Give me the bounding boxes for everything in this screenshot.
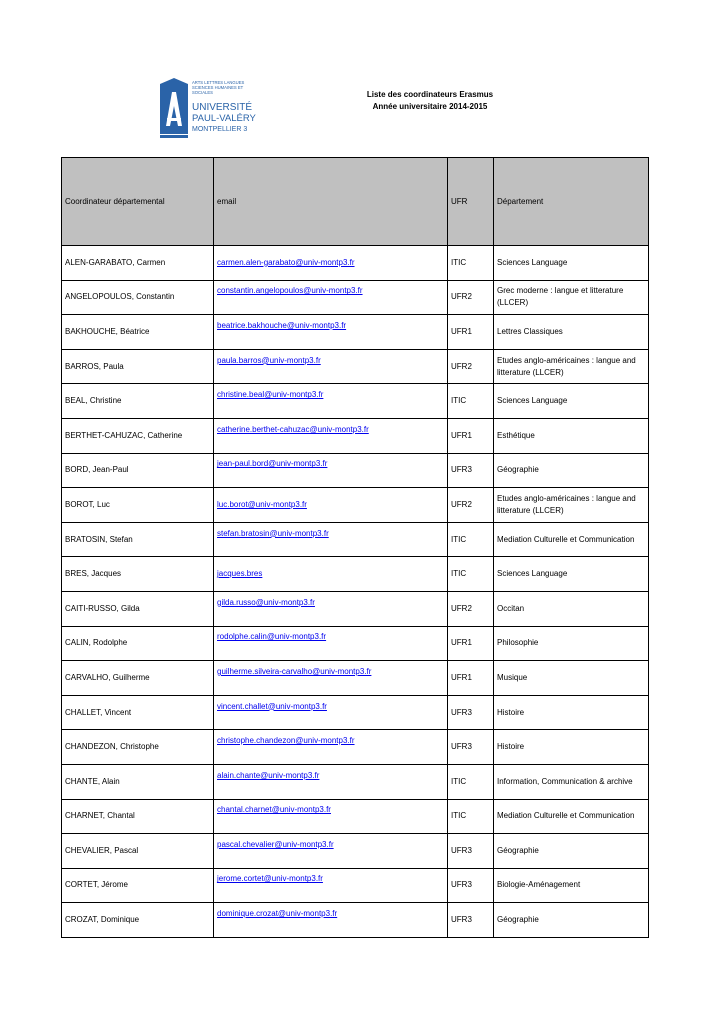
email-cell bbox=[214, 557, 448, 592]
department-cell: Sciences Language bbox=[494, 557, 649, 592]
coordinator-name-cell: BEAL, Christine bbox=[62, 384, 214, 419]
email-link[interactable]: jean-paul.bord@univ-montp3.fr bbox=[217, 459, 328, 469]
table-row bbox=[62, 522, 649, 557]
ufr-cell: UFR3 bbox=[448, 730, 494, 765]
department-cell: Mediation Culturelle et Communication bbox=[494, 522, 649, 557]
coordinator-name-cell: BERTHET-CAHUZAC, Catherine bbox=[62, 418, 214, 453]
table-row bbox=[62, 591, 649, 626]
department-cell: Information, Communication & archive bbox=[494, 764, 649, 799]
department-cell: Etudes anglo-américaines : langue and litterature (LLCER) bbox=[494, 349, 649, 384]
column-header-department: Département bbox=[494, 158, 649, 246]
department-cell: Géographie bbox=[494, 834, 649, 869]
table-row bbox=[62, 384, 649, 419]
table-row bbox=[62, 695, 649, 730]
table-row bbox=[62, 799, 649, 834]
email-cell bbox=[214, 591, 448, 626]
email-link[interactable]: stefan.bratosin@univ-montp3.fr bbox=[217, 528, 329, 538]
logo-name-line-2: PAUL-VALÉRY bbox=[192, 113, 256, 124]
coordinator-name-cell: CALIN, Rodolphe bbox=[62, 626, 214, 661]
department-cell: Histoire bbox=[494, 730, 649, 765]
email-link[interactable]: rodolphe.calin@univ-montp3.fr bbox=[217, 632, 327, 642]
table-row bbox=[62, 246, 649, 281]
logo-small-line-2: SCIENCES HUMAINES ET bbox=[192, 85, 244, 90]
coordinator-name-cell: BRATOSIN, Stefan bbox=[62, 522, 214, 557]
email-cell bbox=[214, 626, 448, 661]
table-row bbox=[62, 903, 649, 938]
coordinator-name-cell: CHANDEZON, Christophe bbox=[62, 730, 214, 765]
department-cell: Grec moderne : langue et litterature (LLCER) bbox=[494, 280, 649, 315]
title-line-1: Liste des coordinateurs Erasmus bbox=[366, 90, 494, 99]
document-title bbox=[345, 89, 515, 113]
email-cell bbox=[214, 315, 448, 350]
table-header-row bbox=[62, 158, 649, 246]
title-line-2: Année universitaire 2014-2015 bbox=[372, 102, 488, 111]
department-cell: Musique bbox=[494, 661, 649, 696]
table-row bbox=[62, 315, 649, 350]
email-link[interactable]: chantal.charnet@univ-montp3.fr bbox=[217, 805, 331, 815]
email-link[interactable]: gilda.russo@univ-montp3.fr bbox=[217, 597, 315, 607]
department-cell: Esthétique bbox=[494, 418, 649, 453]
ufr-cell: ITIC bbox=[448, 764, 494, 799]
email-cell bbox=[214, 384, 448, 419]
logo-name-line-1: UNIVERSITÉ bbox=[192, 102, 253, 113]
email-cell bbox=[214, 349, 448, 384]
column-header-coordinator: Coordinateur départemental bbox=[62, 158, 214, 246]
coordinator-name-cell: BORD, Jean-Paul bbox=[62, 453, 214, 488]
department-cell: Géographie bbox=[494, 903, 649, 938]
email-cell bbox=[214, 903, 448, 938]
department-cell: Philosophie bbox=[494, 626, 649, 661]
ufr-cell: UFR2 bbox=[448, 349, 494, 384]
email-cell bbox=[214, 695, 448, 730]
table-row bbox=[62, 349, 649, 384]
email-link[interactable]: dominique.crozat@univ-montp3.fr bbox=[217, 909, 338, 919]
ufr-cell: UFR3 bbox=[448, 695, 494, 730]
email-link[interactable]: paula.barros@univ-montp3.fr bbox=[217, 355, 321, 365]
ufr-cell: ITIC bbox=[448, 522, 494, 557]
email-cell bbox=[214, 522, 448, 557]
table-row bbox=[62, 280, 649, 315]
column-header-ufr: UFR bbox=[448, 158, 494, 246]
email-link[interactable]: christophe.chandezon@univ-montp3.fr bbox=[217, 736, 355, 746]
table-row bbox=[62, 834, 649, 869]
department-cell: Histoire bbox=[494, 695, 649, 730]
department-cell: Occitan bbox=[494, 591, 649, 626]
department-cell: Sciences Language bbox=[494, 246, 649, 281]
email-link[interactable]: alain.chante@univ-montp3.fr bbox=[217, 770, 320, 780]
logo-name-line-3: MONTPELLIER 3 bbox=[192, 126, 248, 133]
ufr-cell: UFR1 bbox=[448, 418, 494, 453]
ufr-cell: UFR2 bbox=[448, 488, 494, 523]
ufr-cell: ITIC bbox=[448, 384, 494, 419]
department-cell: Mediation Culturelle et Communication bbox=[494, 799, 649, 834]
coordinator-name-cell: CORTET, Jérome bbox=[62, 868, 214, 903]
email-link[interactable]: luc.borot@univ-montp3.fr bbox=[217, 499, 307, 509]
coordinator-name-cell: BOROT, Luc bbox=[62, 488, 214, 523]
email-cell bbox=[214, 834, 448, 869]
email-cell bbox=[214, 799, 448, 834]
ufr-cell: ITIC bbox=[448, 799, 494, 834]
coordinator-name-cell: CHALLET, Vincent bbox=[62, 695, 214, 730]
coordinator-name-cell: ALEN-GARABATO, Carmen bbox=[62, 246, 214, 281]
email-link[interactable]: christine.beal@univ-montp3.fr bbox=[217, 390, 324, 400]
table-row bbox=[62, 557, 649, 592]
ufr-cell: UFR2 bbox=[448, 591, 494, 626]
ufr-cell: UFR1 bbox=[448, 626, 494, 661]
email-cell bbox=[214, 280, 448, 315]
email-cell bbox=[214, 730, 448, 765]
email-cell bbox=[214, 246, 448, 281]
email-cell bbox=[214, 661, 448, 696]
coordinator-name-cell: CAITI-RUSSO, Gilda bbox=[62, 591, 214, 626]
table-row bbox=[62, 488, 649, 523]
email-link[interactable]: pascal.chevalier@univ-montp3.fr bbox=[217, 839, 334, 849]
coordinator-name-cell: CROZAT, Dominique bbox=[62, 903, 214, 938]
coordinator-name-cell: BARROS, Paula bbox=[62, 349, 214, 384]
ufr-cell: UFR3 bbox=[448, 868, 494, 903]
coordinators-table bbox=[61, 157, 649, 938]
department-cell: Biologie-Aménagement bbox=[494, 868, 649, 903]
coordinator-name-cell: BAKHOUCHE, Béatrice bbox=[62, 315, 214, 350]
ufr-cell: UFR1 bbox=[448, 315, 494, 350]
table-row bbox=[62, 868, 649, 903]
email-link[interactable]: vincent.challet@univ-montp3.fr bbox=[217, 701, 327, 711]
ufr-cell: UFR3 bbox=[448, 453, 494, 488]
email-link[interactable]: constantin.angelopoulos@univ-montp3.fr bbox=[217, 286, 363, 296]
table-row bbox=[62, 764, 649, 799]
logo-graphic bbox=[158, 78, 256, 140]
email-cell bbox=[214, 453, 448, 488]
table-row bbox=[62, 661, 649, 696]
email-cell bbox=[214, 868, 448, 903]
coordinator-name-cell: CHEVALIER, Pascal bbox=[62, 834, 214, 869]
coordinator-name-cell: CHANTE, Alain bbox=[62, 764, 214, 799]
coordinator-name-cell: CHARNET, Chantal bbox=[62, 799, 214, 834]
logo-small-line-3: SOCIALES bbox=[192, 90, 213, 95]
column-header-email: email bbox=[214, 158, 448, 246]
email-cell bbox=[214, 764, 448, 799]
department-cell: Géographie bbox=[494, 453, 649, 488]
table-row bbox=[62, 626, 649, 661]
table-row bbox=[62, 453, 649, 488]
email-link[interactable]: guilherme.silveira-carvalho@univ-montp3.fr bbox=[217, 666, 372, 676]
ufr-cell: ITIC bbox=[448, 557, 494, 592]
email-cell bbox=[214, 418, 448, 453]
ufr-cell: ITIC bbox=[448, 246, 494, 281]
email-link[interactable]: jacques.bres bbox=[217, 569, 263, 579]
department-cell: Lettres Classiques bbox=[494, 315, 649, 350]
ufr-cell: UFR3 bbox=[448, 903, 494, 938]
coordinator-name-cell: ANGELOPOULOS, Constantin bbox=[62, 280, 214, 315]
department-cell: Sciences Language bbox=[494, 384, 649, 419]
logo-small-line-1: ARTS LETTRES LANGUES bbox=[192, 80, 245, 85]
email-link[interactable]: catherine.berthet-cahuzac@univ-montp3.fr bbox=[217, 424, 369, 434]
table-row bbox=[62, 418, 649, 453]
ufr-cell: UFR1 bbox=[448, 661, 494, 696]
email-link[interactable]: jerome.cortet@univ-montp3.fr bbox=[217, 874, 323, 884]
email-cell bbox=[214, 488, 448, 523]
email-link[interactable]: beatrice.bakhouche@univ-montp3.fr bbox=[217, 320, 347, 330]
department-cell: Etudes anglo-américaines : langue and litterature (LLCER) bbox=[494, 488, 649, 523]
table-row bbox=[62, 730, 649, 765]
university-logo bbox=[158, 78, 256, 140]
ufr-cell: UFR3 bbox=[448, 834, 494, 869]
coordinator-name-cell: CARVALHO, Guilherme bbox=[62, 661, 214, 696]
email-link[interactable]: carmen.alen-garabato@univ-montp3.fr bbox=[217, 257, 355, 267]
coordinator-name-cell: BRES, Jacques bbox=[62, 557, 214, 592]
ufr-cell: UFR2 bbox=[448, 280, 494, 315]
